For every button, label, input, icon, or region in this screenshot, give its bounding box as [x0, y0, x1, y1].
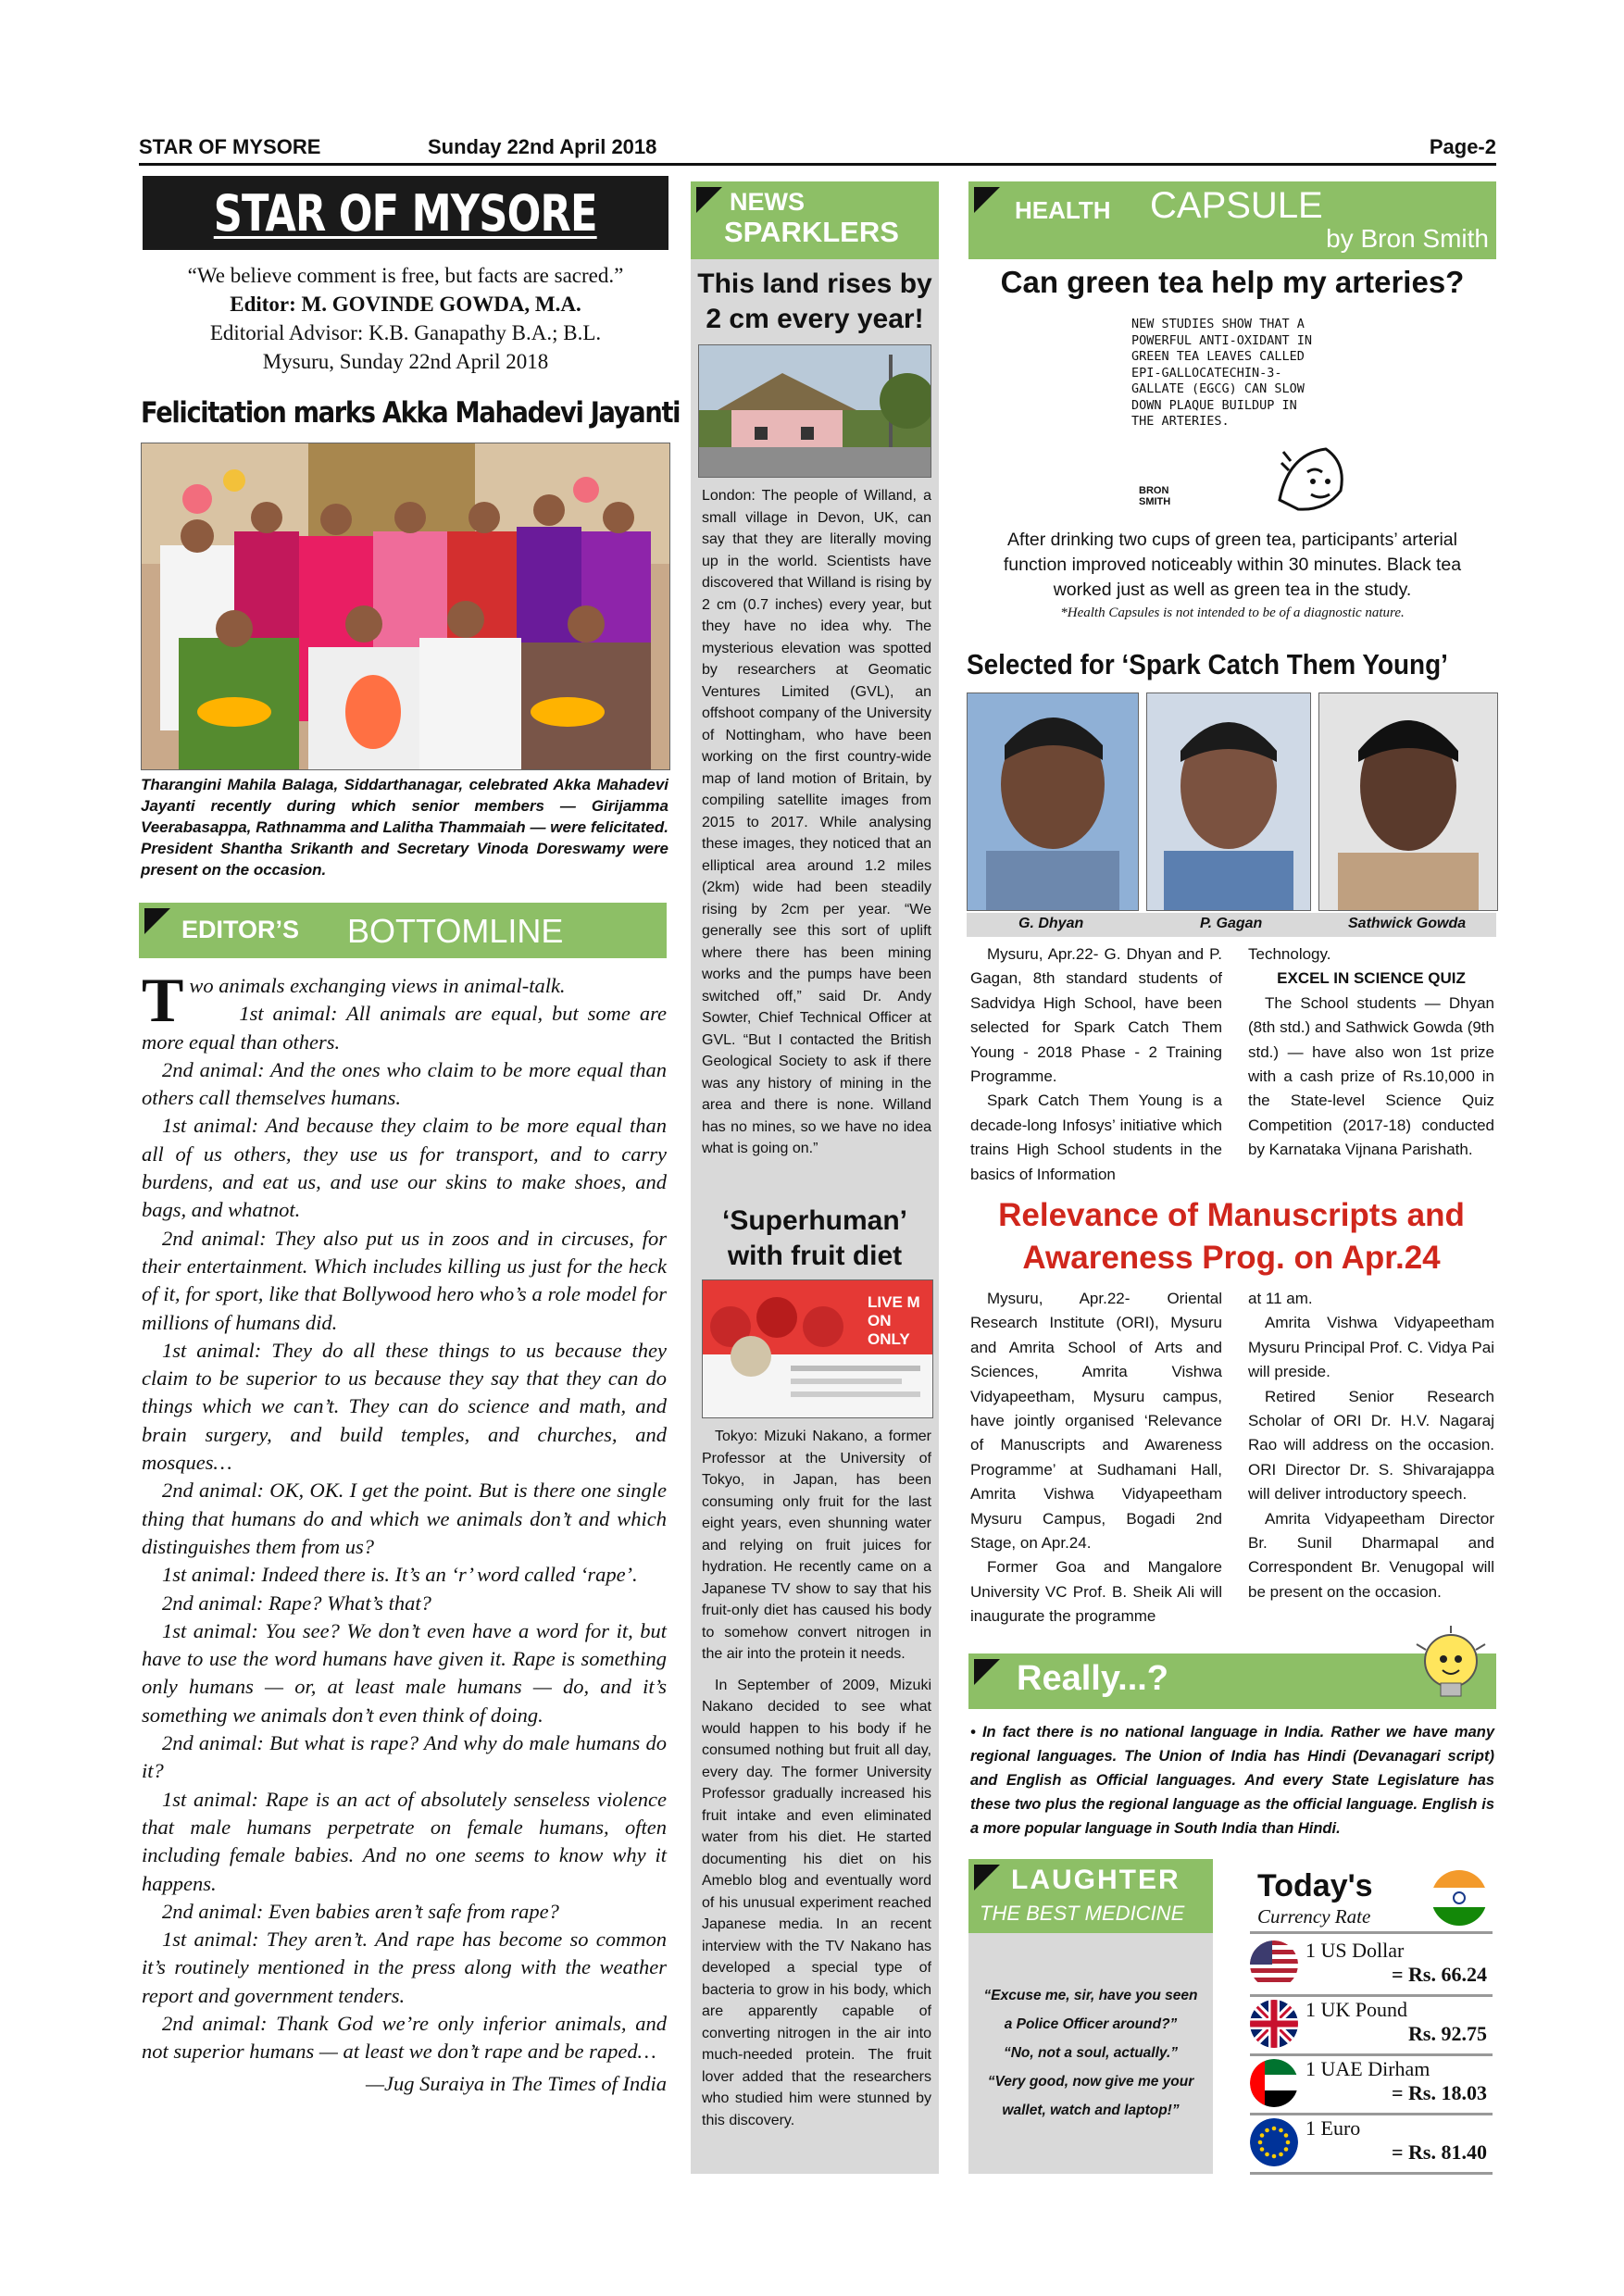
us-flag-icon [1250, 1940, 1298, 1989]
currency-box [1250, 1868, 1496, 2174]
banner-arrow-icon [144, 908, 170, 934]
rate-value: Rs. 92.75 [1408, 2022, 1487, 2045]
health-kicker: HEALTH [1015, 196, 1111, 224]
laughter-title: LAUGHTER [1011, 1865, 1181, 1895]
bottomline-title: BOTTOMLINE [347, 912, 564, 950]
spark-para-4: The School students — Dhyan (8th std.) and Sathwick Gowda (9th std.) — have also won 1st prize with a cash prize of Rs.10,000 in the State-level Science Quiz Competition (2017-18) conducted by Karnataka Vijnana Parishath. [1248, 993, 1494, 1159]
banner-arrow-icon [696, 187, 722, 213]
manuscripts-para-1: Mysuru, Apr.22- Oriental Research Institute (ORI), Mysuru and Amrita School of Arts and Sciences, Amrita Vishwa Vidyapeetham, Mysuru campus, have jointly organised ‘Relevance of Manuscripts and Awareness Programme’ at Sudhamani Hall, Amrita Vishwa Vidyapeetham Mysuru Campus, Bogadi 2nd Stage, on Apr.24. [970, 1290, 1222, 1553]
student-photo-gagan [1146, 693, 1311, 911]
editorial-box [139, 261, 672, 376]
name-gagan: P. Gagan [1200, 916, 1263, 931]
bottomline-banner [139, 903, 667, 958]
health-banner [968, 181, 1496, 259]
bottomline-paragraph: 1st animal: Rape is an act of absolutely senseless violence that male humans perpetrate on female humans, often including female babies. And no one seems to know why it happens. [142, 1787, 667, 1895]
student-photo-sathwick [1318, 693, 1498, 911]
manuscripts-col-2 [1248, 1287, 1494, 1604]
bottomline-paragraph: 1st animal: Indeed there is. It’s an ‘r’ word called ‘rape’. [162, 1563, 638, 1587]
bottomline-paragraph: 1st animal: They aren’t. And rape has become so common it’s routinely mentioned in the press along with the weather report and government tenders. [142, 1928, 667, 2007]
bottomline-paragraph: 1st animal: And because they claim to be more equal than all of us others, they use us for transport, and to carry burdens, and eat us, and use our skins to make shoes, and bags, and whatnot. [142, 1114, 667, 1222]
student-name-strip [967, 913, 1496, 937]
spark-col-2 [1248, 942, 1494, 1163]
laughter-subtitle: THE BEST MEDICINE [980, 1902, 1185, 1925]
rate-value: = Rs. 18.03 [1392, 2081, 1487, 2104]
bottomline-kicker: EDITOR’S [181, 916, 300, 943]
rate-row-aed [1250, 2059, 1493, 2115]
felicitation-caption: Tharangini Mahila Balaga, Siddarthanagar, celebrated Akka Mahadevi Jayanti recently during which senior members — Girijamma Veerabasappa, Rathnamma and Lalitha Thammaiah — were felicitated. President Shantha Srikanth and Secretary Vinoda Doreswamy were present on the occasion. [141, 776, 668, 879]
bottomline-paragraph: 1st animal: You see? We don’t even have a word for it, but have to use the word humans have given it. Rape is something only humans — or, at least male humans — do, and it’s something we animals don’t even think of doing. [142, 1618, 667, 1727]
banner-arrow-icon [974, 1659, 1000, 1685]
manuscripts-para-5: Retired Senior Research Scholar of ORI Dr. H.V. Nagaraj Rao will address on the occasion. ORI Director Dr. S. Shivarajappa will deliver introductory speech. [1248, 1387, 1494, 1504]
spark-para-2: Spark Catch Them Young is a decade-long Infosys’ initiative which trains High School students in the basics of Information [970, 1092, 1222, 1183]
motto: “We believe comment is free, but facts are sacred.” [187, 264, 624, 287]
manuscripts-col-1 [970, 1287, 1222, 1629]
spark-para-3: Technology. [1248, 945, 1331, 963]
name-sathwick: Sathwick Gowda [1348, 916, 1467, 931]
manuscripts-headline-1: Relevance of Manuscripts and [998, 1197, 1465, 1233]
bottomline-paragraph: 2nd animal: Rape? What’s that? [162, 1591, 431, 1615]
masthead-logo: STAR OF MYSORE [143, 176, 668, 250]
joke-line: a Police Officer around?” [1004, 2016, 1178, 2032]
bottomline-credit: —Jug Suraiya in The Times of India [366, 2071, 667, 2095]
currency-title: Today's [1257, 1868, 1373, 1903]
uae-flag-icon [1250, 2059, 1298, 2107]
page-header [139, 135, 1496, 166]
willand-body: London: The people of Willand, a small village in Devon, UK, can say that they are literally moving up in the world. Scientists have discovered that Willand is rising by 2 cm (0.7 inches) every year, but they have no idea why. The mysterious elevation was spotted by researchers at Geomatic Ventures Limited (GVL), an offshoot company of the University of Nottingham, who have been working on the first country-wide map of land motion of Britain, by compiling satellite images from 2015 to 2017. While analysing these images, they noticed that an elliptical area around 1.2 miles (2km) wide had been steadily rising by 2cm per year. “We generally see this sort of uplift where there has been mining works and the pumps have been switched off,” said Dr. Andy Sowter, Chief Technical Officer at GVL. “But I contacted the British Geological Society to ask if there was any history of mining in the area and there is none. Willand has no mines, so we have no idea what is going on.” [702, 488, 931, 1156]
bottomline-paragraph: 1st animal: All animals are equal, but some are more equal than others. [142, 1002, 667, 1054]
superhuman-headline: ‘Superhuman’ with fruit diet [721, 1205, 908, 1271]
paper-name: STAR OF MYSORE [139, 135, 321, 158]
india-flag-icon [1430, 1868, 1489, 1928]
dateline: Mysuru, Sunday 22nd April 2018 [262, 350, 549, 373]
rate-row-gbp [1250, 2000, 1493, 2056]
rate-value: = Rs. 81.40 [1392, 2140, 1487, 2164]
spark-subhead: EXCEL IN SCIENCE QUIZ [1277, 969, 1466, 988]
really-title: Really...? [1017, 1659, 1169, 1698]
bottomline-story [142, 965, 667, 2098]
willand-headline: This land rises by 2 cm every year! [697, 268, 932, 334]
manuscripts-para-3: at 11 am. [1248, 1290, 1313, 1307]
manuscripts-headline [967, 1194, 1496, 1279]
sparklers-title-1: NEWS [730, 188, 805, 216]
name-dhyan: G. Dhyan [1018, 916, 1084, 931]
health-byline: by Bron Smith [1326, 224, 1489, 253]
rate-value: = Rs. 66.24 [1392, 1963, 1487, 1986]
superhuman-para-2: In September of 2009, Mizuki Nakano decided to see what would happen to his body if he consumed nothing but fruit all day, every day. The former University Professor gradually increased his fruit intake and even eliminated water from his diet. He started documenting his diet on his Ameblo blog and eventually word of his unusual experiment reached Japanese media. In an recent interview with the TV Nakano has developed a special type of bacteria to grow in his body, which are apparently capable of converting nitrogen in the air into much-needed protein. The fruit lover added that the researchers who studied him were stunned by this discovery. [702, 1677, 931, 2128]
rate-unit: 1 UK Pound [1305, 1998, 1408, 2021]
advisor-line: Editorial Advisor: K.B. Ganapathy B.A.; B.L. [209, 321, 602, 344]
joke-line: “Excuse me, sir, have you seen [983, 1988, 1198, 2003]
eu-flag-icon [1250, 2118, 1298, 2166]
cartoon-signature: BRON SMITH [1139, 485, 1171, 507]
uk-flag-icon [1250, 2000, 1298, 2048]
drop-cap: T [142, 965, 184, 1035]
cartoonist-face-icon [1270, 435, 1350, 515]
cartoon-text: NEW STUDIES SHOW THAT A POWERFUL ANTI-OXIDANT IN GREEN TEA LEAVES CALLED EPI-GALLOCATECHIN-3-GALLATE (EGCG) CAN SLOW DOWN PLAQUE BUILDUP IN THE ARTERIES. [1131, 317, 1313, 429]
lightbulb-icon [1409, 1626, 1493, 1709]
bottomline-paragraph: 2nd animal: And the ones who claim to be more equal than others call themselves humans. [142, 1057, 667, 1110]
health-cartoon [1131, 317, 1352, 515]
bottomline-paragraph: 1st animal: They do all these things to us because they claim to be superior to us because they say that they can do things which we can’t. They can do science and math, and brain surgery, and build temples, and churches, and mosques… [142, 1338, 667, 1475]
sparklers-banner [691, 181, 939, 259]
bottomline-paragraph: 2nd animal: Thank God we’re only inferior animals, and not superior humans — at least we don’t rape and be raped… [142, 2011, 667, 2064]
rate-unit: 1 Euro [1305, 2116, 1361, 2140]
health-title: CAPSULE [1150, 185, 1323, 226]
bottomline-paragraph: 2nd animal: They also put us in zoos and in circuses, for their entertainment. Which includes killing us just for the heck of it, for sport, like that Bollywood hero who’s a role model for millions of humans did. [142, 1226, 667, 1334]
health-disclaimer: *Health Capsules is not intended to be of a diagnostic nature. [1060, 605, 1405, 620]
rate-row-eur [1250, 2118, 1493, 2175]
manuscripts-para-4: Amrita Vishwa Vidyapeetham Mysuru Principal Prof. C. Vidya Pai will preside. [1248, 1314, 1494, 1381]
superhuman-photo [702, 1279, 933, 1418]
bottomline-paragraph: 2nd animal: OK, OK. I get the point. But is there one single thing that humans do and which we animals don’t and which distinguishes them from us? [142, 1479, 667, 1558]
laughter-banner [968, 1859, 1213, 1933]
manuscripts-headline-2: Awareness Prog. on Apr.24 [1022, 1240, 1441, 1276]
willand-photo [698, 344, 931, 478]
green-tea-headline: Can green tea help my arteries? [1000, 265, 1465, 299]
spark-col-1 [970, 942, 1222, 1187]
really-body: • In fact there is no national language in India. Rather we have many regional languages. The Union of India has Hindi (Devanagari script) and English as Official languages. And every State Legislature has these two plus the regional language as the official language. English is a more popular language in South India than Hindi. [970, 1724, 1494, 1837]
superhuman-body [702, 1426, 931, 2131]
green-tea-body: After drinking two cups of green tea, participants’ arterial function improved noticeably within 30 minutes. Black tea worked just as well as green tea in the study. [1003, 530, 1462, 600]
felicitation-photo [141, 443, 670, 770]
photo-overlay-text: LIVE M ON ONLY [868, 1293, 920, 1348]
page-date: Sunday 22nd April 2018 [428, 135, 657, 158]
currency-subtitle: Currency Rate [1257, 1905, 1371, 1928]
story-opening: wo animals exchanging views in animal-talk. [189, 974, 566, 997]
bottomline-paragraph: 2nd animal: Even babies aren’t safe from rape? [162, 1899, 559, 1923]
joke-line: “No, not a soul, actually.” [1003, 2045, 1179, 2061]
laughter-joke [972, 1981, 1209, 2125]
joke-line: wallet, watch and laptop!” [1002, 2103, 1180, 2118]
banner-arrow-icon [974, 1865, 1000, 1890]
student-photo-dhyan [967, 693, 1139, 911]
student-photos [967, 693, 1496, 915]
sparklers-title-2: SPARKLERS [724, 216, 899, 248]
superhuman-para-1: Tokyo: Mizuki Nakano, a former Professor at the University of Tokyo, in Japan, has been consuming only fruit for the last eight years, even shunning water and relying on fruit juices for hydration. He recently came on a Japanese TV show to say that his fruit-only diet has caused his body to somehow convert nitrogen in the air into the protein it needs. [702, 1429, 931, 1662]
manuscripts-para-2: Former Goa and Mangalore University VC Prof. B. Sheik Ali will inaugurate the programme [970, 1558, 1222, 1626]
banner-arrow-icon [974, 187, 1000, 213]
rate-unit: 1 US Dollar [1305, 1939, 1405, 1962]
manuscripts-para-6: Amrita Vidyapeetham Director Br. Sunil Dharmapal and Correspondent Br. Venugopal will be present on the occasion. [1248, 1509, 1494, 1601]
spark-para-1: Mysuru, Apr.22- G. Dhyan and P. Gagan, 8th standard students of Sadvidya High School, have been selected for Spark Catch Them Young - 2018 Phase - 2 Training Programme. [970, 945, 1222, 1086]
page-number: Page-2 [1429, 135, 1496, 158]
bottomline-paragraph: 2nd animal: But what is rape? And why do male humans do it? [142, 1731, 667, 1783]
joke-line: “Very good, now give me your [987, 2074, 1194, 2090]
spark-headline: Selected for ‘Spark Catch Them Young’ [967, 648, 1448, 680]
editor-line: Editor: M. GOVINDE GOWDA, M.A. [230, 293, 581, 316]
rate-row-usd [1250, 1940, 1493, 1997]
felicitation-headline: Felicitation marks Akka Mahadevi Jayanti [141, 396, 681, 430]
rate-unit: 1 UAE Dirham [1305, 2057, 1430, 2080]
